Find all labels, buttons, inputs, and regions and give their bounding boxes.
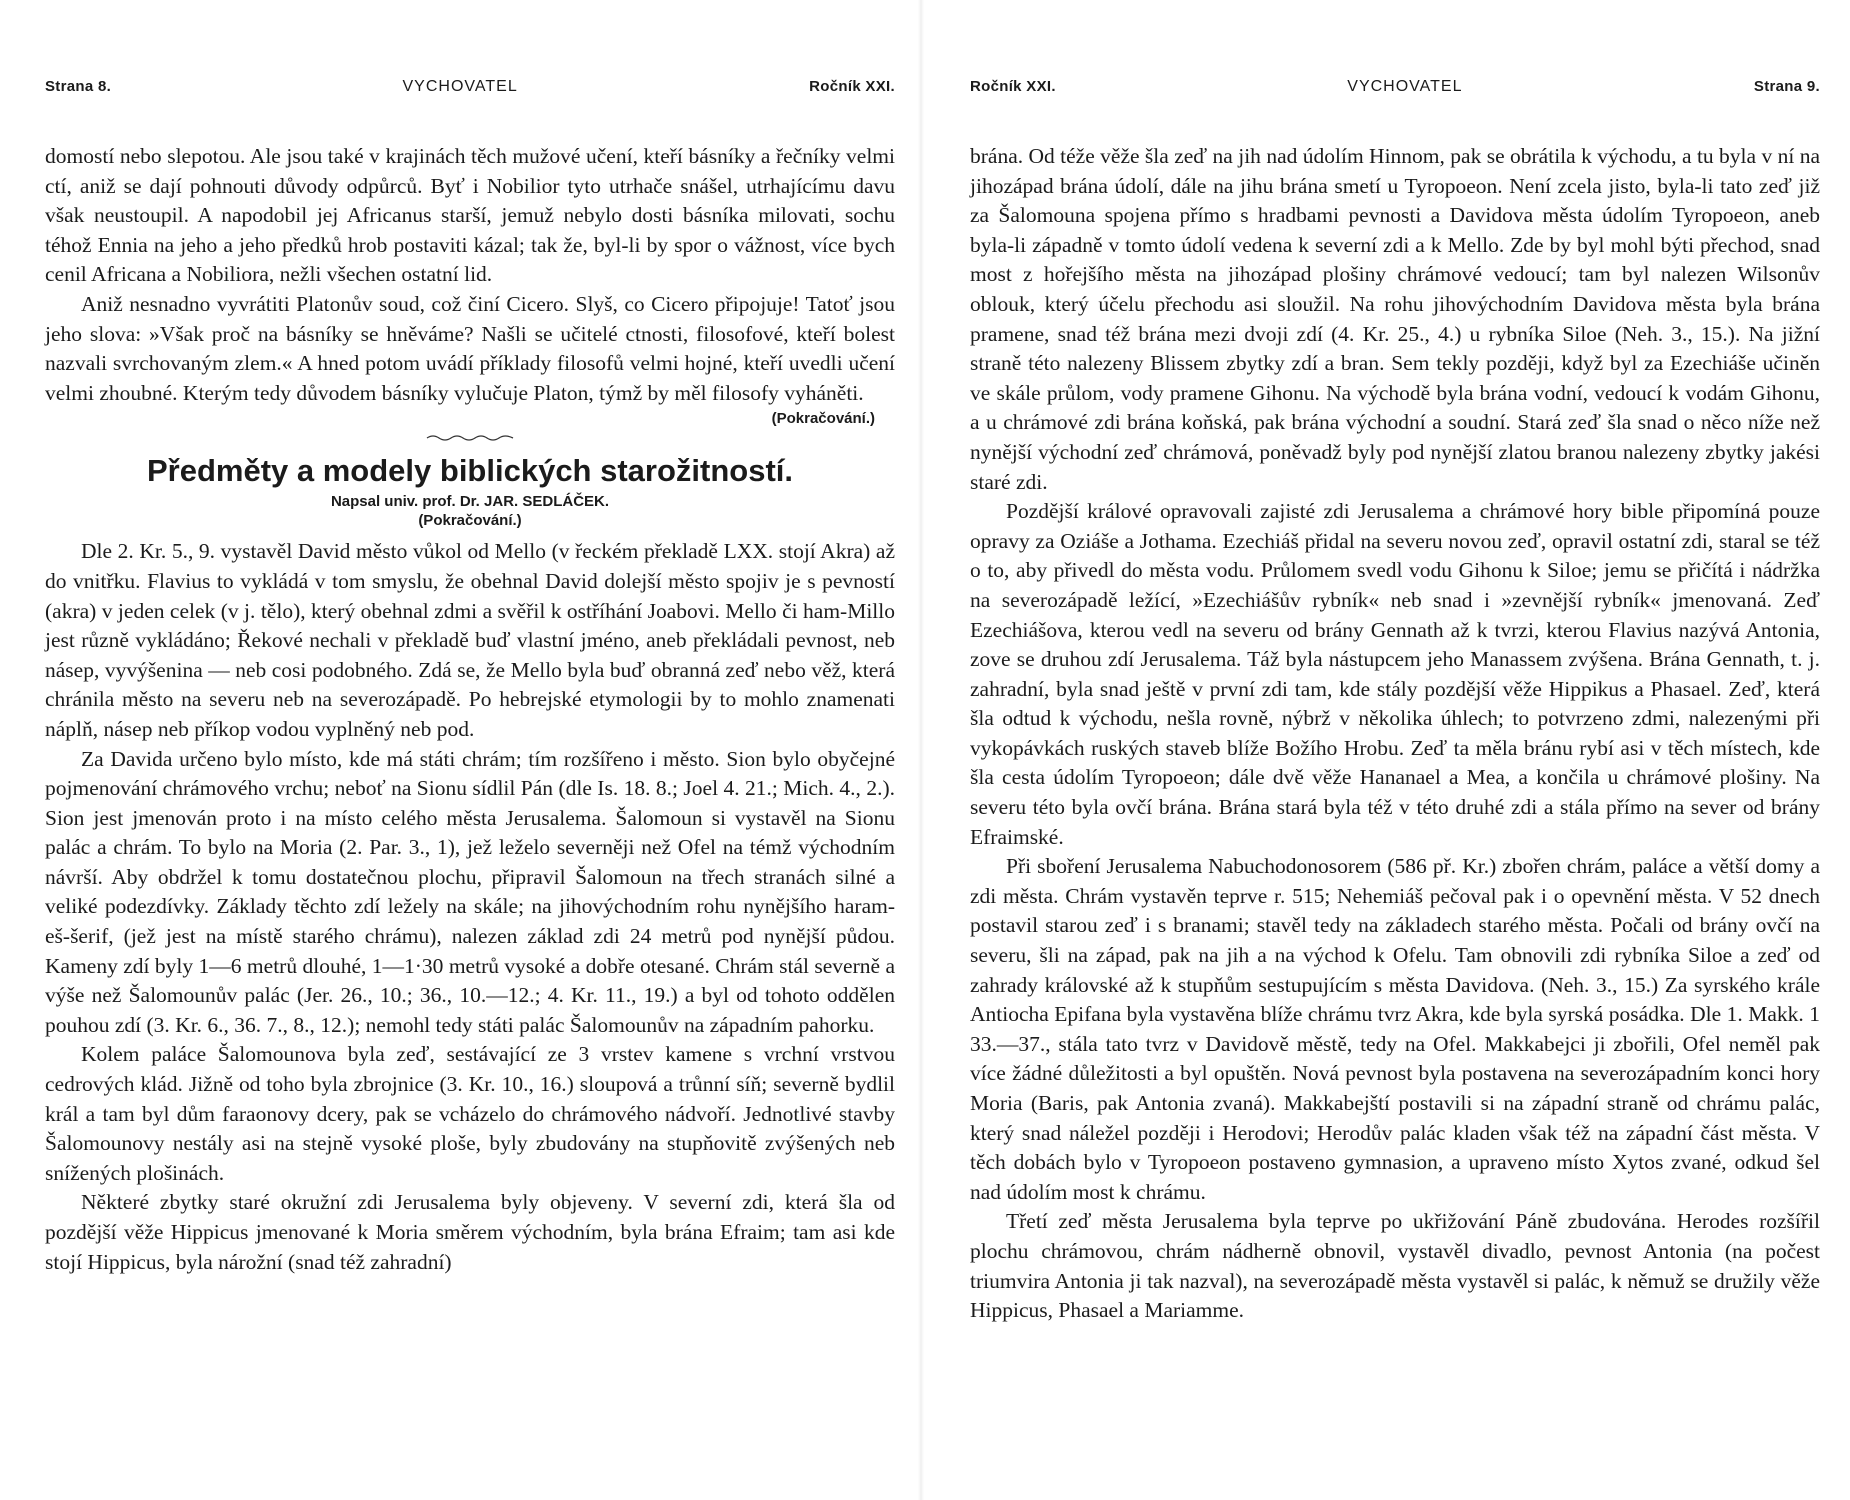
article-title: Předměty a modely biblických starožitností. — [146, 453, 794, 489]
left-volume: Ročník XXI. — [809, 78, 895, 95]
page-gutter — [918, 0, 924, 1500]
article-byline: Napsal univ. prof. Dr. JAR. SEDLÁČEK. — [330, 493, 610, 511]
article-paragraph-1: Dle 2. Kr. 5., 9. vystavěl David město vůkol od Mello (v řeckém překladě LXX. stojí Akra) až do vnitřku. Flavius to vykládá v tom smyslu, že obehnal David dolejší město spojiv je s pevností (akra) v jeden celek (v j. tělo), který obehnal zdmi a svěřil k ostříhání Joabovi. Mello či ham-Millo jest různě vykládáno; Řekové nechali v překladě buď vlastní jméno, aneb překládali pevnost, neb násep, vyvýšenina — neb cosi podobného. Zdá se, že Mello byla buď obranná zeď nebo věž, která chránila město na severu neb na severozápadě. Po hebrejské etymologii by to mohlo znamenati náplň, násep neb příkop vodou vyplněný neb pod. — [45, 539, 895, 741]
right-paragraph-4: Třetí zeď města Jerusalema byla teprve po ukřižování Páně zbudována. Herodes rozšířil plochu chrámovou, chrám nádherně obnovil, vystavěl divadlo, pevnost Antonia (na počest triumvira Antonia ji tak nazval), na severozápadě města vystavěl si palác, k němuž se družily věže Hippicus, Phasael a Mariamme. — [970, 1209, 1820, 1323]
article-paragraph-2: Za Davida určeno bylo místo, kde má státi chrám; tím rozšířeno i město. Sion bylo obyčejné pojmenování chrámového vrchu; neboť na Sionu sídlil Pán (dle Is. 18. 8.; Joel 4. 21.; Mich. 4., 2.). Sion jest jmenován proto i na místo celého města Jerusalema. Šalomoun si vystavěl na Sionu palác a chrám. To bylo na Moria (2. Par. 3., 1), jež leželo severněji než Ofel na témž východním návrší. Aby obdržel k tomu dostatečnou plochu, připravil Šalomoun na třech stranách silné a veliké podezdívky. Základy těchto zdí ležely na skále; na jihovýchodním rohu nynějšího haram-eš-šerif, (jež jest na místě starého chrámu), nalezen základ zdi 24 metrů pod nynější půdou. Kameny zdí byly 1—6 metrů dlouhé, 1—1·30 metrů vysoké a dobře otesané. Chrám stál severně a výše než Šalomounův palác (Jer. 26., 10.; 36., 10.—12.; 4. Kr. 11., 19.) a byl od tohoto oddělen pouhou zdí (3. Kr. 6., 36. 7., 8., 12.); nemohl tedy státi palác Šalomounův na západním pahorku. — [45, 746, 895, 1037]
left-page-header — [45, 78, 895, 96]
left-page-number: Strana 8. — [45, 78, 112, 95]
left-paragraph-2: Aniž nesnadno vyvrátiti Platonův soud, což činí Cicero. Slyš, co Cicero připojuje! Tatoť jsou jeho slova: »Však proč na básníky se hněváme? Našli se učitelé ctnosti, filosofové, kteří bolest nazvali svrchovaným zlem.« A hned potom uvádí příklady filosofů velmi hojné, kteří uvedli učení velmi zhoubné. Kterým tedy důvodem básníky vylučuje Platon, týmž by měl filosofy vyháněti. — [45, 291, 895, 405]
right-paragraph-2: Pozdější králové opravovali zajisté zdi Jerusalema a chrámové hory bible připomíná pouze opravy za Oziáše a Jothama. Ezechiáš přidal na severu novou zeď, opravil ostatní zdi, staral se též o to, aby přivedl do města vodu. Průlomem svedl vodu Gihonu k Siloe; jemu se přičítá i nádržka na severozápadě ležící, »Ezechiášův rybník« neb snad i »zevnější rybník« jmenovaná. Zeď Ezechiášova, kterou vedl na severu od brány Gennath až k tvrzi, kterou Flavius nazývá Antonia, zove se druhou zdí Jerusalema. Táž byla nástupcem jeho Manassem zvýšena. Brána Gennath, t. j. zahradní, byla snad ještě v první zdi tam, kde stály pozdější věže Hippikus a Phasael. Zeď, která šla odtud k východu, nešla rovně, nýbrž v několika úhlech; to potvrzeno zdmi, nalezenými při vykopávkách ruských staveb blíže Božího Hrobu. Zeď ta měla bránu rybí asi v těch místech, kde šla cesta údolím Tyropoeon; dále dvě věže Hananael a Mea, a končila u chrámové plošiny. Na severu této byla ovčí brána. Brána stará byla též v této druhé zdi a stála přímo na sever od brány Efraimské. — [970, 499, 1820, 849]
right-paragraph-3: Při sboření Jerusalema Nabuchodonosorem (586 př. Kr.) zbořen chrám, paláce a větší domy a zdi města. Chrám vystavěn teprve r. 515; Nehemiáš pečoval pak i o opevnění města. V 52 dnech postavil starou zeď i s branami; stavěl tedy na základech starého města. Počali od brány ovčí na severu, šli na západ, pak na jih a na východ k Ofelu. Tam obnovili zdi rybníka Siloe a zeď od zahrady královské až k stupňům sestupujícím s města Davidova. (Neh. 3., 15.) Za syrského krále Antiocha Epifana byla vystavěna blíže chrámu tvrz Akra, kde byla syrská posádka. Dle 1. Makk. 1 33.—37., stála tato tvrz v Davidově městě, tedy na Ofel. Makkabejci ji zbořili, Ofel neměl pak více žádné důležitosti a byl opuštěn. Nová pevnost byla postavena na severozápadním konci hory Moria (Baris, pak Antonia zvaná). Makkabejští postavili si na západní straně od chrámu palác, který snad náležel později i Herodovi; Herodův palác kladen však též na západní část města. V těch dobách bylo v Tyropoeon postaveno gymnasion, a upraveno místo Xytos zvané, odkud šel nad údolím most k chrámu. — [970, 854, 1820, 1204]
right-page-header — [970, 78, 1820, 96]
right-page-number: Strana 9. — [1753, 78, 1820, 95]
left-journal-title: VYCHOVATEL — [402, 78, 518, 95]
decorative-swash — [425, 433, 515, 443]
right-page — [970, 78, 1820, 1326]
article-paragraph-3: Kolem paláce Šalomounova byla zeď, sestávající ze 3 vrstev kamene s vrchní vrstvou cedrových klád. Jižně od toho byla zbrojnice (3. Kr. 10., 16.) sloupová a trůnní síň; severně bydlil král a tam byl dům faraonovy dcery, pak se vcházelo do chrámového nádvoří. Jednotlivé stavby Šalomounovy nestály asi na stejně vysoké ploše, byly zbudovány na stupňovitě zvýšených neb snížených plošinách. — [45, 1042, 895, 1185]
right-paragraph-1: brána. Od téže věže šla zeď na jih nad údolím Hinnom, pak se obrátila k východu, a tu byla v ní na jihozápad brána údolí, dále na jihu brána smetí u Tyropoeon. Není zcela jisto, byla-li tato zeď již za Šalomouna spojena přímo s hradbami pevnosti a Davidova města údolím Tyropoeon, aneb byla-li západně v tomto údolí vedena k severní zdi a k Mello. Zde by byl mohl býti přechod, snad most z hořejšího města na jihozápad plošiny chrámové vedoucí; tam byl nalezen Wilsonův oblouk, který účelu přechodu asi sloužil. Na rohu jihovýchodním Davidova města byla brána pramene, snad též brána mezi dvoji zdí (4. Kr. 25., 4.) u rybníka Siloe (Neh. 3., 15.). Na jižní straně této nalezeny Blissem zbytky zdí a bran. Sem tekly později, když byl za Ezechiáše učiněn ve skále průlom, vody pramene Gihonu. Na východě byla brána vodní, vedoucí k vodám Gihonu, a u chrámové zdi brána koňská, pak brána východní a soudní. Stará zeď šla snad o něco níže než nynější východní zeď chrámová, poněvadž byly pod nynější zlatou branou nalezeny zbytky jakési staré zdi. — [970, 144, 1820, 494]
article-continued-note: (Pokračování.) — [418, 512, 522, 530]
article-paragraph-4: Některé zbytky staré okružní zdi Jerusalema byly objeveny. V severní zdi, která šla od pozdější věže Hippicus jmenované k Moria směrem východním, byla brána Efraim; tam asi kde stojí Hippicus, byla nárožní (snad též zahradní) — [45, 1190, 895, 1274]
continuation-note: (Pokračování.) — [771, 410, 875, 428]
left-paragraph-1: domostí nebo slepotou. Ale jsou také v krajinách těch mužové učení, kteří básníky a řečníky velmi ctí, aniž se dají pohnouti důvody odpůrců. Byť i Nobilior tyto utrhače snášel, utrhajícímu davu však neustoupil. A napodobil jej Africanus starší, jemuž nebylo dosti básníka milovati, sochu téhož Ennia na jeho a jeho předků hrob postaviti kázal; tak že, byl-li by spor o vážnost, více bych cenil Africana a Nobiliora, nežli všechen ostatní lid. — [45, 144, 895, 287]
right-journal-title: VYCHOVATEL — [1347, 78, 1463, 95]
left-page — [45, 78, 895, 1277]
right-volume: Ročník XXI. — [970, 78, 1056, 95]
